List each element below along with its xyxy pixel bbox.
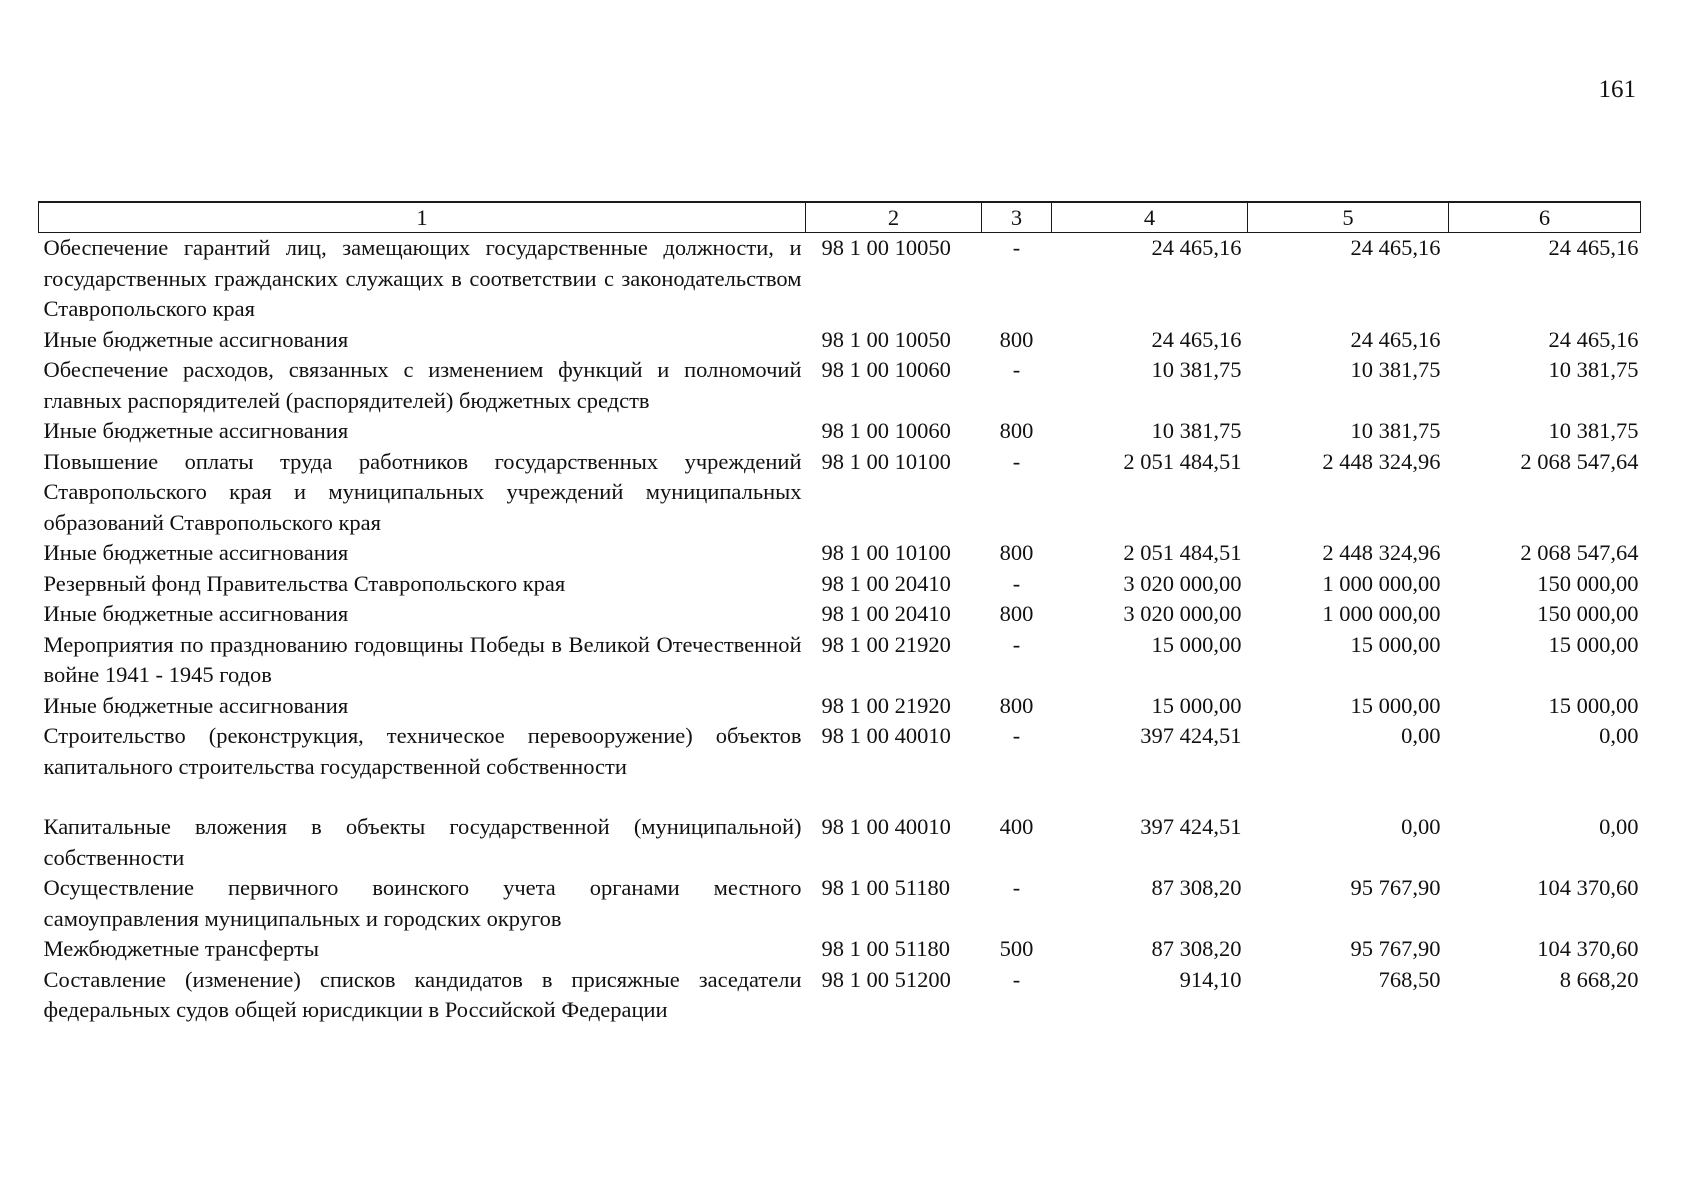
- row-code: 98 1 00 10050: [821, 326, 951, 352]
- row-code: 98 1 00 21920: [821, 692, 951, 718]
- table-row: [39, 233, 1641, 325]
- row-amount-col5: 10 381,75: [1350, 418, 1441, 443]
- row-amount-col5: 2 448 324,96: [1322, 448, 1441, 474]
- row-amount-col4: 914,10: [1179, 966, 1242, 992]
- column-header-4: 4: [1052, 202, 1248, 233]
- row-code: 98 1 00 51200: [821, 966, 951, 992]
- row-name: Иные бюджетные ассигнования: [43, 326, 349, 352]
- column-header-3: 3: [982, 202, 1052, 233]
- table-row: [39, 416, 1641, 447]
- row-amount-col6: 15 000,00: [1548, 631, 1639, 657]
- row-amount-col6: 24 465,16: [1548, 235, 1639, 260]
- table-row: [39, 599, 1641, 630]
- row-amount-col6: 15 000,00: [1548, 692, 1639, 718]
- row-code: 98 1 00 20410: [821, 601, 951, 626]
- row-amount-col4: 2 051 484,51: [1123, 540, 1242, 565]
- row-code: 98 1 00 10060: [821, 418, 951, 443]
- row-expense-type: -: [1012, 966, 1021, 992]
- column-header-6: 6: [1449, 202, 1641, 233]
- row-amount-col5: 15 000,00: [1350, 631, 1441, 657]
- table-row: [39, 630, 1641, 691]
- row-expense-type: 800: [999, 326, 1034, 352]
- row-name: Иные бюджетные ассигнования: [43, 418, 349, 443]
- row-amount-col6: 24 465,16: [1548, 326, 1639, 352]
- row-code: 98 1 00 51180: [821, 936, 951, 961]
- row-expense-type: 400: [999, 814, 1034, 839]
- row-code: 98 1 00 20410: [821, 570, 951, 596]
- row-amount-col4: 3 020 000,00: [1123, 601, 1242, 626]
- row-amount-col5: 10 381,75: [1350, 357, 1441, 382]
- row-expense-type: 800: [999, 692, 1034, 718]
- row-amount-col4: 10 381,75: [1151, 357, 1242, 382]
- row-amount-col4: 24 465,16: [1151, 326, 1242, 352]
- row-expense-type: -: [1012, 875, 1021, 900]
- row-amount-col4: 397 424,51: [1140, 723, 1242, 748]
- row-code: 98 1 00 51180: [821, 875, 951, 900]
- table-row: [39, 812, 1641, 873]
- row-amount-col6: 104 370,60: [1537, 875, 1639, 900]
- row-name: Иные бюджетные ассигнования: [43, 692, 349, 718]
- row-amount-col6: 150 000,00: [1537, 570, 1639, 596]
- row-amount-col6: 0,00: [1599, 723, 1639, 748]
- row-name: Составление (изменение) списков кандидатов в присяжные заседатели федеральных судов общей юрисдикции в Российской Федерации: [43, 966, 802, 1022]
- row-code: 98 1 00 10050: [821, 235, 951, 260]
- header-row: [39, 202, 1641, 233]
- row-name: Обеспечение гарантий лиц, замещающих государственные должности, и государственных гражданских служащих в соответствии с законодательством Ставропольского края: [43, 235, 802, 321]
- column-header-2: 2: [806, 202, 982, 233]
- row-amount-col5: 0,00: [1401, 723, 1441, 748]
- row-amount-col5: 1 000 000,00: [1322, 601, 1441, 626]
- row-amount-col4: 397 424,51: [1140, 814, 1242, 839]
- row-amount-col4: 15 000,00: [1151, 692, 1242, 718]
- row-amount-col4: 2 051 484,51: [1123, 448, 1242, 474]
- row-amount-col4: 87 308,20: [1151, 875, 1242, 900]
- row-amount-col6: 2 068 547,64: [1520, 448, 1639, 474]
- row-name: Иные бюджетные ассигнования: [43, 540, 349, 565]
- table-header: [39, 202, 1641, 233]
- row-code: 98 1 00 10100: [821, 540, 951, 565]
- column-header-5: 5: [1248, 202, 1449, 233]
- row-expense-type: -: [1012, 235, 1021, 260]
- row-expense-type: -: [1012, 570, 1021, 596]
- row-expense-type: 800: [999, 601, 1034, 626]
- row-name: Повышение оплаты труда работников государственных учреждений Ставропольского края и муниципальных учреждений муниципальных образований Ставропольского края: [43, 448, 802, 535]
- table-row: [39, 691, 1641, 722]
- row-amount-col5: 0,00: [1401, 814, 1441, 839]
- table-row: [39, 965, 1641, 1026]
- budget-table-container: [38, 201, 1640, 1026]
- row-amount-col5: 95 767,90: [1350, 875, 1441, 900]
- row-expense-type: 800: [999, 540, 1034, 565]
- row-amount-col5: 2 448 324,96: [1322, 540, 1441, 565]
- row-name: Резервный фонд Правительства Ставропольского края: [43, 570, 566, 596]
- row-expense-type: -: [1012, 631, 1021, 657]
- row-amount-col6: 2 068 547,64: [1520, 540, 1639, 565]
- row-expense-type: 500: [999, 936, 1034, 961]
- row-amount-col5: 768,50: [1378, 966, 1441, 992]
- row-code: 98 1 00 10060: [821, 357, 951, 382]
- row-name: Межбюджетные трансферты: [43, 936, 319, 961]
- row-amount-col4: 87 308,20: [1151, 936, 1242, 961]
- table-row: [39, 569, 1641, 600]
- row-amount-col6: 0,00: [1599, 814, 1639, 839]
- column-header-1: 1: [39, 202, 806, 233]
- row-expense-type: -: [1012, 357, 1021, 382]
- row-amount-col5: 24 465,16: [1350, 326, 1441, 352]
- row-expense-type: -: [1012, 448, 1021, 474]
- table-body: [39, 233, 1641, 1026]
- row-code: 98 1 00 40010: [821, 814, 951, 839]
- row-expense-type: -: [1012, 723, 1021, 748]
- row-amount-col6: 150 000,00: [1537, 601, 1639, 626]
- table-row: [39, 934, 1641, 965]
- row-amount-col5: 15 000,00: [1350, 692, 1441, 718]
- row-code: 98 1 00 21920: [821, 631, 951, 657]
- row-amount-col5: 95 767,90: [1350, 936, 1441, 961]
- row-name: Обеспечение расходов, связанных с изменением функций и полномочий главных распорядителей (распорядителей) бюджетных средств: [43, 357, 802, 413]
- row-amount-col4: 15 000,00: [1151, 631, 1242, 657]
- page-number: 161: [1598, 76, 1636, 103]
- row-amount-col6: 104 370,60: [1537, 936, 1639, 961]
- table-row: [39, 325, 1641, 356]
- row-name: Мероприятия по празднованию годовщины Победы в Великой Отечественной войне 1941 - 1945 годов: [43, 631, 802, 687]
- row-amount-col5: 24 465,16: [1350, 235, 1441, 260]
- row-amount-col6: 10 381,75: [1548, 357, 1639, 382]
- row-amount-col6: 10 381,75: [1548, 418, 1639, 443]
- table-row: [39, 538, 1641, 569]
- row-name: Иные бюджетные ассигнования: [43, 601, 349, 626]
- row-amount-col4: 3 020 000,00: [1123, 570, 1242, 596]
- row-code: 98 1 00 10100: [821, 448, 951, 474]
- row-name: Строительство (реконструкция, техническое перевооружение) объектов капитального строительства государственной собственности: [43, 723, 802, 779]
- row-code: 98 1 00 40010: [821, 723, 951, 748]
- row-amount-col4: 10 381,75: [1151, 418, 1242, 443]
- table-row: [39, 355, 1641, 416]
- row-amount-col5: 1 000 000,00: [1322, 570, 1441, 596]
- row-name: Осуществление первичного воинского учета органами местного самоуправления муниципальных и городских округов: [43, 875, 802, 931]
- row-name: Капитальные вложения в объекты государственной (муниципальной) собственности: [43, 814, 802, 870]
- row-expense-type: 800: [999, 418, 1034, 443]
- table-row: [39, 447, 1641, 539]
- table-row: [39, 873, 1641, 934]
- row-amount-col4: 24 465,16: [1151, 235, 1242, 260]
- table-row: [39, 721, 1641, 812]
- row-amount-col6: 8 668,20: [1559, 966, 1639, 992]
- budget-table: [38, 201, 1641, 1026]
